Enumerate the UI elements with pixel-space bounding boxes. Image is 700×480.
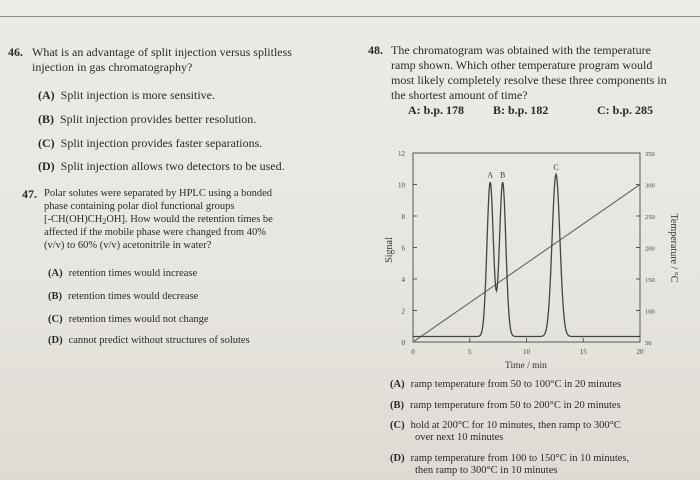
- y-tick-label: 2: [401, 307, 405, 316]
- y-tick-label: 4: [401, 276, 405, 284]
- answer-option[interactable]: [38, 159, 285, 173]
- option-letter: (B): [390, 400, 404, 411]
- y-axis-ticks: [398, 150, 417, 347]
- answer-option[interactable]: [48, 335, 250, 347]
- option-letter: (B): [38, 112, 54, 126]
- x-axis-label: Time / min: [505, 361, 547, 371]
- option-text: ramp temperature from 100 to 150°C in 10 minutes,: [410, 453, 630, 464]
- option-text: ramp temperature from 50 to 100°C in 20 minutes: [410, 379, 622, 390]
- y-tick-label: 0: [401, 339, 405, 347]
- plot-frame: [413, 153, 640, 342]
- question-stem: Polar solutes were separated by HPLC using a bonded: [44, 188, 273, 199]
- option-text: retention times would increase: [68, 268, 198, 279]
- question-stem: affected if the mobile phase were changed from 40%: [44, 227, 266, 238]
- chromatogram-chart: [380, 140, 680, 372]
- boiling-point-c: C: b.p. 285: [597, 103, 654, 117]
- y-tick-label: 8: [401, 213, 405, 221]
- y2-tick-label: 50: [645, 340, 652, 347]
- option-continuation: then ramp to 300°C in 10 minutes: [415, 465, 558, 476]
- option-letter: (C): [38, 136, 55, 150]
- answer-option[interactable]: [390, 379, 621, 391]
- option-text: cannot predict without structures of solutes: [68, 335, 250, 346]
- x-axis-ticks: [411, 338, 644, 356]
- y2-axis-ticks: [636, 151, 655, 347]
- question-47: [0, 180, 345, 360]
- option-text: retention times would decrease: [68, 291, 199, 302]
- option-letter: (B): [48, 291, 62, 302]
- option-letter: (A): [48, 268, 63, 279]
- formula-part: [-CH(OH)CH: [44, 214, 103, 225]
- peak-label: C: [553, 162, 559, 172]
- question-stem: (v/v) to 60% (v/v) acetonitrile in water?: [44, 240, 212, 251]
- temperature-ramp-line: [413, 185, 640, 343]
- y-tick-label: 12: [398, 150, 405, 158]
- question-number: 48.: [368, 43, 383, 57]
- peak-label: A: [487, 170, 494, 180]
- option-letter: (A): [38, 88, 55, 102]
- option-text: hold at 200°C for 10 minutes, then ramp to 300°C: [410, 420, 621, 431]
- answer-option[interactable]: [38, 112, 256, 126]
- option-text: Split injection provides faster separations.: [60, 136, 263, 150]
- option-letter: (A): [390, 379, 405, 390]
- boiling-point-b: B: b.p. 182: [493, 103, 549, 117]
- question-stem: most likely completely resolve these three components in: [391, 73, 667, 87]
- y2-tick-label: 250: [645, 214, 655, 221]
- question-stem: The chromatogram was obtained with the temperature: [391, 43, 651, 57]
- option-text: retention times would not change: [68, 314, 209, 325]
- y-axis-label: Signal: [384, 237, 395, 263]
- answer-option[interactable]: [390, 400, 621, 412]
- y-tick-label: 6: [401, 244, 405, 253]
- x-tick-label: 20: [636, 348, 644, 356]
- x-tick-label: 15: [579, 348, 587, 356]
- question-stem: ramp shown. Which other temperature program would: [391, 58, 653, 72]
- question-stem: injection in gas chromatography?: [32, 60, 193, 74]
- question-stem: [44, 214, 273, 228]
- y2-tick-label: 200: [645, 245, 655, 253]
- y-tick-label: 10: [398, 181, 405, 190]
- peak-label: B: [499, 170, 506, 180]
- x-tick-label: 5: [468, 348, 472, 356]
- option-letter: (C): [48, 314, 63, 325]
- option-continuation: over next 10 minutes: [415, 432, 504, 443]
- y2-tick-label: 350: [645, 151, 655, 158]
- formula-subscript: 2: [102, 217, 107, 226]
- option-letter: (D): [390, 453, 405, 464]
- answer-option[interactable]: [48, 291, 198, 303]
- option-letter: (C): [390, 420, 405, 431]
- x-tick-label: 10: [523, 348, 530, 356]
- option-letter: (D): [48, 335, 63, 346]
- option-text: Split injection allows two detectors to be used.: [60, 159, 285, 173]
- answer-option[interactable]: [38, 136, 262, 150]
- answer-option[interactable]: [48, 314, 209, 326]
- x-tick-label: 0: [411, 348, 415, 356]
- peak-labels: [487, 163, 558, 180]
- question-stem: the shortest amount of time?: [391, 88, 528, 102]
- y2-tick-label: 100: [645, 308, 655, 316]
- answer-option[interactable]: [38, 88, 215, 102]
- boiling-point-a: A: b.p. 178: [408, 103, 465, 117]
- question-stem: What is an advantage of split injection versus splitless: [32, 45, 292, 59]
- option-text: ramp temperature from 50 to 200°C in 20 minutes: [410, 400, 621, 411]
- answer-option[interactable]: [390, 453, 629, 465]
- y2-axis-label: Temperature / °C: [668, 213, 679, 283]
- option-text: Split injection provides better resolution.: [60, 112, 257, 126]
- answer-option[interactable]: [48, 268, 197, 280]
- question-46: [0, 0, 340, 200]
- signal-trace: [413, 174, 640, 336]
- question-stem: phase containing polar diol functional groups: [44, 201, 235, 212]
- formula-part: OH]. How would the retention times be: [106, 214, 273, 225]
- question-number: 47.: [22, 187, 37, 201]
- question-number: 46.: [8, 45, 23, 59]
- option-text: Split injection is more sensitive.: [60, 88, 215, 102]
- answer-option[interactable]: [390, 420, 621, 432]
- y2-tick-label: 300: [645, 182, 655, 190]
- y2-tick-label: 150: [645, 277, 655, 284]
- option-letter: (D): [38, 159, 55, 173]
